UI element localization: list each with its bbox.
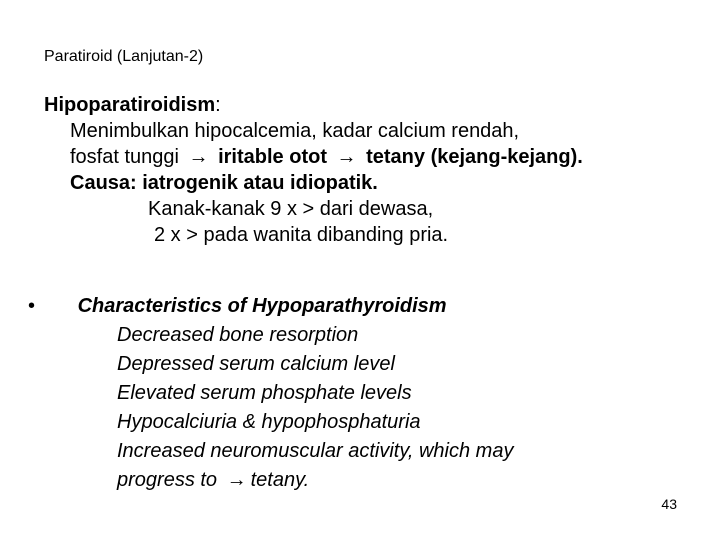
hypo-line-1: Menimbulkan hipocalcemia, kadar calcium rendah,: [70, 120, 520, 142]
characteristics-item: Increased neuromuscular activity, which may: [117, 440, 514, 462]
hypo-line-3: Causa: iatrogenik atau idiopatik.: [70, 172, 378, 194]
page-number: 43: [661, 496, 677, 512]
right-arrow-icon: →: [336, 146, 357, 168]
characteristics-item: Decreased bone resorption: [117, 324, 359, 346]
right-arrow-icon: →: [188, 146, 209, 168]
slide-header: [44, 47, 203, 67]
hypo-line-2-prefix: fosfat tunggi: [70, 146, 179, 168]
hypo-line-2-bold-1: iritable otot: [218, 146, 327, 168]
last-item-suffix: tetany.: [250, 469, 310, 491]
hypoparathyroidism-section: [44, 92, 583, 248]
characteristics-item: Hypocalciuria & hypophosphaturia: [117, 411, 421, 433]
hypo-line-2-bold-2: tetany (kejang-kejang).: [366, 146, 583, 168]
bullet-icon: •: [28, 295, 36, 317]
characteristics-title: Characteristics of Hypoparathyroidism: [77, 295, 447, 317]
section-heading-line: [44, 92, 583, 118]
characteristics-item: Elevated serum phosphate levels: [117, 382, 412, 404]
section-heading: Hipoparatiroidism: [44, 94, 216, 116]
hypo-line-4: Kanak-kanak 9 x > dari dewasa,: [148, 198, 434, 220]
characteristics-section: [28, 292, 513, 495]
hypo-line-2: [44, 144, 583, 170]
right-arrow-icon: →: [226, 469, 247, 491]
header-title: Paratiroid (Lanjutan-2): [44, 48, 204, 65]
section-heading-colon: :: [215, 94, 221, 116]
characteristics-item: Depressed serum calcium level: [117, 353, 395, 375]
hypo-line-5: 2 x > pada wanita dibanding pria.: [154, 224, 449, 246]
characteristics-title-line: [28, 292, 513, 321]
last-item-prefix: progress to: [117, 469, 218, 491]
characteristics-item-last: [28, 466, 513, 495]
